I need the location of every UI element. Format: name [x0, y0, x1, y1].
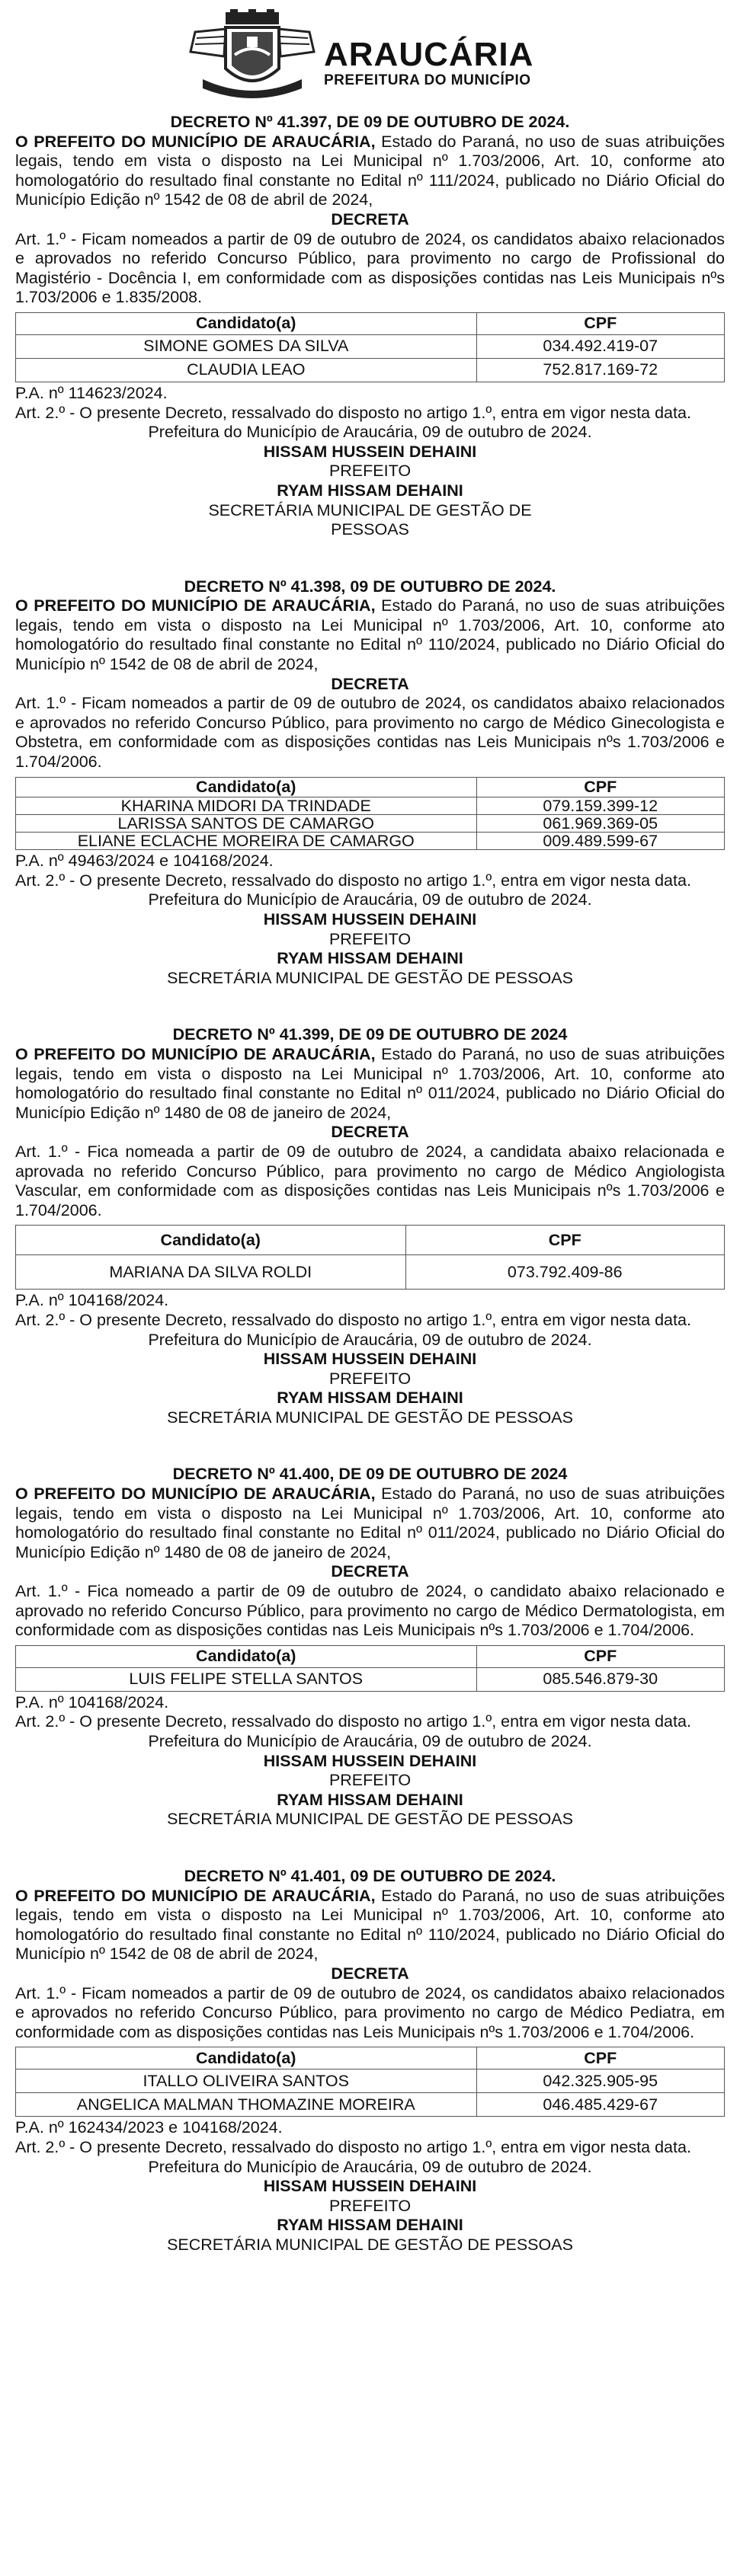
secretary-name: RYAM HISSAM DEHAINI — [277, 1389, 463, 1408]
table-row — [16, 334, 725, 358]
secretary-name: RYAM HISSAM DEHAINI — [277, 481, 463, 500]
decreta-heading: DECRETA — [331, 1562, 409, 1581]
place-date: Prefeitura do Município de Araucária, 09 de outubro de 2024. — [148, 2157, 592, 2176]
decreta-heading: DECRETA — [331, 1123, 409, 1142]
candidate-name: KHARINA MIDORI DA TRINDADE — [16, 797, 477, 815]
table-header-row — [16, 2047, 725, 2069]
header-candidate: Candidato(a) — [16, 1645, 477, 1667]
pa-number: P.A. nº 104168/2024. — [15, 1291, 169, 1310]
decreta-heading: DECRETA — [331, 1964, 409, 1983]
candidate-name: LARISSA SANTOS DE CAMARGO — [16, 815, 477, 833]
secretary-name: RYAM HISSAM DEHAINI — [277, 949, 463, 968]
place-date: Prefeitura do Município de Araucária, 09 de outubro de 2024. — [148, 1732, 592, 1750]
decree-intro — [15, 133, 725, 210]
prefeito-lead: O PREFEITO DO MUNICÍPIO DE ARAUCÁRIA, — [15, 1886, 376, 1905]
candidate-cpf: 085.546.879-30 — [476, 1667, 725, 1691]
secretary-name: RYAM HISSAM DEHAINI — [277, 1790, 463, 1809]
decreta-heading: DECRETA — [331, 209, 409, 229]
decree-41401 — [15, 1867, 725, 2255]
table-row — [16, 1255, 725, 1290]
mayor-title: PREFEITO — [328, 462, 412, 481]
pa-number: P.A. nº 114623/2024. — [15, 383, 168, 402]
pa-number: P.A. nº 104168/2024. — [15, 1692, 169, 1711]
table-row — [16, 1667, 725, 1691]
header-candidate: Candidato(a) — [16, 312, 477, 334]
table-row — [16, 833, 725, 850]
decree-41398 — [15, 577, 725, 989]
candidate-name: SIMONE GOMES DA SILVA — [16, 334, 477, 358]
intro-text: Estado do Paraná, no uso de suas atribuições legais, tendo em vista o disposto na Lei Municipal nº 1.703/2006, Art. 10, conforme ato homologatório do resultado final constante no Edital nº 110/2024, publicado no Diário Oficial do Município nº 1542 de 08 de abril de 2024, — [15, 1886, 725, 1964]
candidate-cpf: 046.485.429-67 — [476, 2093, 725, 2117]
place-date: Prefeitura do Município de Araucária, 09 de outubro de 2024. — [148, 890, 592, 909]
candidate-cpf: 042.325.905-95 — [476, 2069, 725, 2093]
secretary-title: SECRETÁRIA MUNICIPAL DE GESTÃO DE PESSOAS — [208, 500, 532, 539]
art2-text: Art. 2.º - O presente Decreto, ressalvado do disposto no artigo 1.º, entra em vigor nesta data. — [15, 1712, 691, 1731]
decree-intro — [15, 1887, 725, 1964]
candidate-name: ITALLO OLIVEIRA SANTOS — [16, 2069, 477, 2093]
secretary-title: SECRETÁRIA MUNICIPAL DE GESTÃO DE PESSOAS — [167, 968, 573, 987]
brand-name: ARAUCÁRIA — [324, 36, 534, 73]
decree-title: DECRETO Nº 41.398, 09 DE OUTUBRO DE 2024. — [184, 577, 556, 596]
brand-subtitle: PREFEITURA DO MUNICÍPIO — [324, 72, 531, 88]
decree-title: DECRETO Nº 41.397, DE 09 DE OUTUBRO DE 2024. — [170, 113, 570, 131]
decree-intro — [15, 1485, 725, 1562]
mayor-name: HISSAM HUSSEIN DEHAINI — [263, 910, 477, 928]
candidates-table — [15, 1225, 725, 1290]
secretary-name: RYAM HISSAM DEHAINI — [277, 2216, 463, 2235]
mayor-title: PREFEITO — [328, 2196, 412, 2215]
art1-text: Art. 1.º - Ficam nomeados a partir de 09 de outubro de 2024, os candidatos abaixo relacionados e aprovados no referido Concurso Público, para provimento no cargo de Médico Pediatra, em conformidade com as disposições contidas nas Leis Municipais nºs 1.703/2006 e 1.704/2006. — [15, 1983, 725, 2041]
candidate-cpf: 073.792.409-86 — [405, 1255, 725, 1290]
mayor-name: HISSAM HUSSEIN DEHAINI — [263, 2177, 477, 2196]
decree-title: DECRETO Nº 41.401, 09 DE OUTUBRO DE 2024. — [184, 1866, 556, 1885]
secretary-title: SECRETÁRIA MUNICIPAL DE GESTÃO DE PESSOAS — [167, 1810, 573, 1829]
mayor-title: PREFEITO — [328, 1369, 412, 1388]
table-header-row — [16, 312, 725, 334]
candidates-table — [15, 1645, 725, 1692]
intro-text: Estado do Paraná, no uso de suas atribuições legais, tendo em vista o disposto na Lei Municipal nº 1.703/2006, Art. 10, conforme ato homologatório do resultado final constante no Edital nº 011/2024, publicado no Diário Oficial do Município Edição nº 1480 de 08 de janeiro de 2024, — [15, 1044, 725, 1122]
candidate-cpf: 061.969.369-05 — [476, 815, 725, 833]
mayor-title: PREFEITO — [328, 929, 412, 948]
decree-41397 — [15, 113, 725, 540]
table-row — [16, 797, 725, 815]
header-cpf: CPF — [476, 2047, 725, 2069]
candidate-name: ANGELICA MALMAN THOMAZINE MOREIRA — [16, 2093, 477, 2117]
header-cpf: CPF — [476, 777, 725, 797]
municipal-coat-of-arms-icon — [187, 9, 317, 102]
masthead — [15, 5, 725, 113]
candidate-name: ELIANE ECLACHE MOREIRA DE CAMARGO — [16, 833, 477, 850]
mayor-name: HISSAM HUSSEIN DEHAINI — [263, 442, 477, 461]
mayor-title: PREFEITO — [328, 1771, 412, 1790]
table-row — [16, 2069, 725, 2093]
pa-number: P.A. nº 49463/2024 e 104168/2024. — [15, 852, 274, 871]
decree-title: DECRETO Nº 41.400, DE 09 DE OUTUBRO DE 2024 — [172, 1465, 568, 1484]
candidate-name: LUIS FELIPE STELLA SANTOS — [16, 1667, 477, 1691]
decree-41400 — [15, 1465, 725, 1830]
art1-text: Art. 1.º - Ficam nomeados a partir de 09 de outubro de 2024, os candidatos abaixo relacionados e aprovados no referido Concurso Público, para provimento no cargo de Médico Ginecologista e Obstetra, em conformidade com as disposições contidas nas Leis Municipais nºs 1.703/2006 e 1.704/2006. — [15, 694, 725, 772]
table-header-row — [16, 1226, 725, 1255]
decree-intro — [15, 596, 725, 674]
table-row — [16, 358, 725, 382]
table-row — [16, 2093, 725, 2117]
header-cpf: CPF — [405, 1226, 725, 1255]
art1-text: Art. 1.º - Fica nomeado a partir de 09 de outubro de 2024, o candidato abaixo relacionado e aprovado no referido Concurso Público, para provimento no cargo de Médico Dermatologista, em conformidade com as disposições contidas nas Leis Municipais nºs 1.703/2006 e 1.704/2006. — [15, 1582, 725, 1640]
header-cpf: CPF — [476, 312, 725, 334]
art1-text: Art. 1.º - Fica nomeada a partir de 09 de outubro de 2024, a candidata abaixo relacionada e aprovada no referido Concurso Público, para provimento no cargo de Médico Angiologista Vascular, em conformidade com as disposições contidas nas Leis Municipais nºs 1.703/2006 e 1.704/2006. — [15, 1142, 725, 1219]
mayor-name: HISSAM HUSSEIN DEHAINI — [263, 1751, 477, 1770]
art2-text: Art. 2.º - O presente Decreto, ressalvado do disposto no artigo 1.º, entra em vigor nesta data. — [15, 403, 691, 422]
candidates-table — [15, 2047, 725, 2117]
place-date: Prefeitura do Município de Araucária, 09 de outubro de 2024. — [148, 1330, 592, 1349]
art2-text: Art. 2.º - O presente Decreto, ressalvado do disposto no artigo 1.º, entra em vigor nesta data. — [15, 1310, 691, 1329]
prefeito-lead: O PREFEITO DO MUNICÍPIO DE ARAUCÁRIA, — [15, 132, 376, 151]
decreta-heading: DECRETA — [331, 674, 409, 693]
intro-text: Estado do Paraná, no uso de suas atribuições legais, tendo em vista o disposto na Lei Municipal nº 1.703/2006, Art. 10, conforme ato homologatório do resultado final constante no Edital nº 111/2024, publicado no Diário Oficial do Município Edição nº 1542 de 08 de abril de 2024, — [15, 132, 725, 209]
header-cpf: CPF — [476, 1645, 725, 1667]
table-header-row — [16, 777, 725, 797]
header-candidate: Candidato(a) — [16, 2047, 477, 2069]
decree-41399 — [15, 1025, 725, 1427]
candidates-table — [15, 777, 725, 851]
table-header-row — [16, 1645, 725, 1667]
secretary-title: SECRETÁRIA MUNICIPAL DE GESTÃO DE PESSOAS — [167, 2235, 573, 2254]
art1-text: Art. 1.º - Ficam nomeados a partir de 09 de outubro de 2024, os candidatos abaixo relacionados e aprovados no referido Concurso Público, para provimento no cargo de Profissional do Magistério - Docência I, em conformidade com as disposições contidas nas Leis Municipais nºs 1.703/2006 e 1.835/2008. — [15, 229, 725, 307]
place-date: Prefeitura do Município de Araucária, 09 de outubro de 2024. — [148, 423, 592, 442]
candidates-table — [15, 312, 725, 382]
intro-text: Estado do Paraná, no uso de suas atribuições legais, tendo em vista o disposto na Lei Municipal nº 1.703/2006, Art. 10, conforme ato homologatório do resultado final constante no Edital nº 110/2024, publicado no Diário Oficial do Município nº 1542 de 08 de abril de 2024, — [15, 596, 725, 674]
prefeito-lead: O PREFEITO DO MUNICÍPIO DE ARAUCÁRIA, — [15, 1485, 376, 1504]
table-row — [16, 815, 725, 833]
document-page — [15, 0, 725, 2255]
candidate-cpf: 034.492.419-07 — [476, 334, 725, 358]
header-candidate: Candidato(a) — [16, 777, 477, 797]
intro-text: Estado do Paraná, no uso de suas atribuições legais, tendo em vista o disposto na Lei Municipal nº 1.703/2006, Art. 10, conforme ato homologatório do resultado final constante no Edital nº 011/2024, publicado no Diário Oficial do Município Edição nº 1480 de 08 de janeiro de 2024, — [15, 1485, 725, 1561]
art2-text: Art. 2.º - O presente Decreto, ressalvado do disposto no artigo 1.º, entra em vigor nesta data. — [15, 871, 691, 890]
prefeito-lead: O PREFEITO DO MUNICÍPIO DE ARAUCÁRIA, — [15, 596, 376, 615]
decree-title: DECRETO Nº 41.399, DE 09 DE OUTUBRO DE 2024 — [172, 1025, 568, 1044]
candidate-cpf: 752.817.169-72 — [476, 358, 725, 382]
header-candidate: Candidato(a) — [16, 1226, 406, 1255]
candidate-cpf: 009.489.599-67 — [476, 833, 725, 850]
candidate-cpf: 079.159.399-12 — [476, 797, 725, 815]
secretary-title: SECRETÁRIA MUNICIPAL DE GESTÃO DE PESSOAS — [167, 1408, 573, 1427]
prefeito-lead: O PREFEITO DO MUNICÍPIO DE ARAUCÁRIA, — [15, 1044, 376, 1063]
pa-number: P.A. nº 162434/2023 e 104168/2024. — [15, 2118, 283, 2137]
candidate-name: MARIANA DA SILVA ROLDI — [16, 1255, 406, 1290]
mayor-name: HISSAM HUSSEIN DEHAINI — [263, 1350, 477, 1369]
art2-text: Art. 2.º - O presente Decreto, ressalvado do disposto no artigo 1.º, entra em vigor nesta data. — [15, 2137, 691, 2156]
candidate-name: CLAUDIA LEAO — [16, 358, 477, 382]
decree-intro — [15, 1045, 725, 1123]
